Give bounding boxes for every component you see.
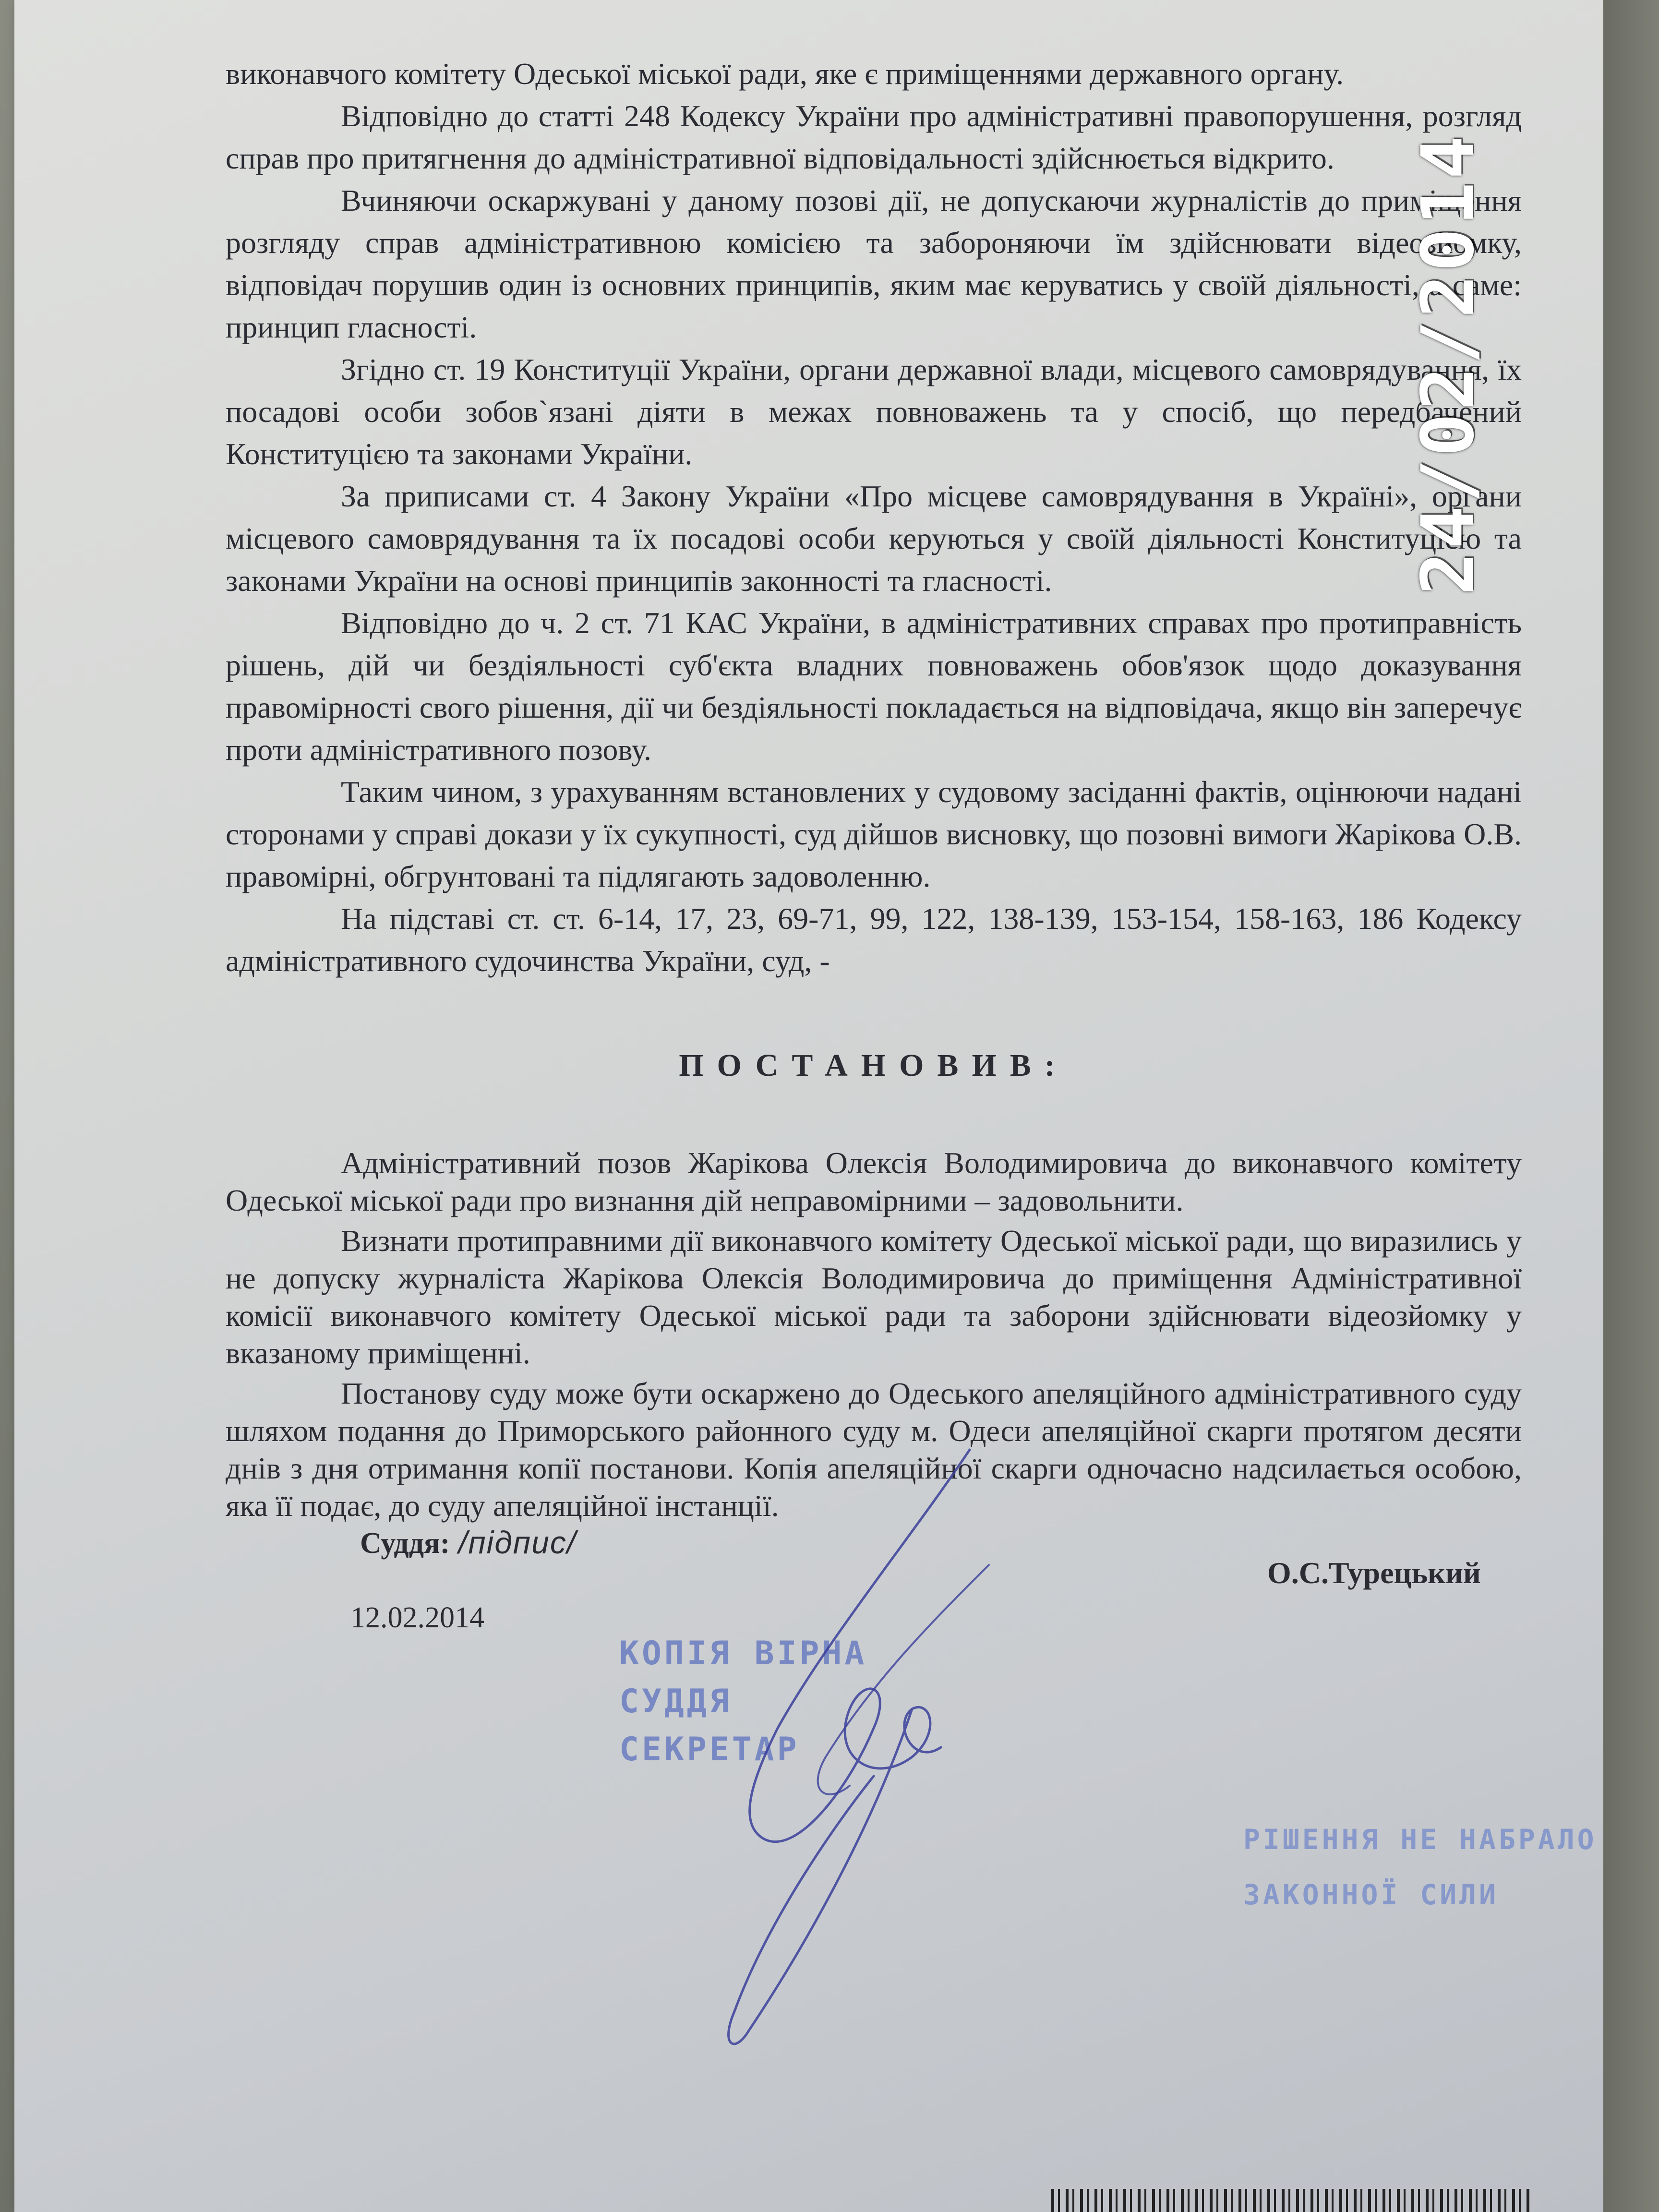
- paragraph-kas-71: Відповідно до ч. 2 ст. 71 КАС України, в адміністративних справах про протиправність рішень, дій чи бездіяльності суб'єкта владних повноважень обов'язок щодо доказування правомірності свого рішення, дії чи бездіяльності покладається на відповідача, якщо він заперечує проти адміністративного позову.: [226, 606, 1522, 767]
- handwritten-signature: [624, 1392, 1008, 2064]
- paragraph-constitution: Згідно ст. 19 Конституції України, органи державної влади, місцевого самоврядування, їх посадові особи зобов`язані діяти в межах повноважень та у спосіб, що передбачений Конституцією та законами України.: [226, 352, 1522, 471]
- stamp-line: КОПІЯ ВІРНА: [619, 1635, 867, 1672]
- stamp-line: ЗАКОННОЇ СИЛИ: [1243, 1878, 1499, 1911]
- paragraph-article-248: Відповідно до статті 248 Кодексу України про адміністративні правопорушення, розгляд справ про притягнення до адміністративної відповідальності здійснюється відкрито.: [226, 99, 1522, 175]
- ruling-satisfy: Адміністративний позов Жарікова Олексія Володимировича до виконавчого комітету Одеської міської ради про визнання дій неправомірними – задовольнити.: [226, 1146, 1522, 1217]
- stamp-line: СЕКРЕТАР: [619, 1731, 800, 1768]
- stamp-line: РІШЕННЯ НЕ НАБРАЛО: [1243, 1823, 1597, 1856]
- ruling-appeal-procedure: Постанову суду може бути оскаржено до Одеського апеляційного адміністративного суду шляхом подання до Приморського районного суду м. Одеси апеляційної скарги протягом десяти днів з дня отримання копії постанови. Копія апеляційної скарги одночасно надсилається особою, яка її подає, до суду апеляційної інстанції.: [226, 1376, 1522, 1523]
- ruling-heading: ПОСТАНОВИВ:: [679, 1048, 1069, 1083]
- paragraph-legal-basis: На підставі ст. ст. 6-14, 17, 23, 69-71, 99, 122, 138-139, 153-154, 158-163, 186 Кодексу адміністративного судочинства України, суд, -: [226, 902, 1522, 978]
- judge-name: О.С.Турецький: [1267, 1556, 1481, 1590]
- not-in-force-stamp: [1243, 1812, 1597, 1923]
- decision-date: 12.02.2014: [350, 1601, 484, 1634]
- camera-date-stamp: 24/02/2014: [1407, 132, 1490, 595]
- judge-signature-text: /підпис/: [458, 1525, 577, 1560]
- document-body: [226, 53, 1522, 1525]
- ruling-declare-unlawful: Визнати протиправними дії виконавчого комітету Одеської міської ради, що виразились у не допуску журналіста Жарікова Олексія Володимировича до приміщення Адміністративної комісії виконавчого комітету Одеської міської ради та заборони здійснювати відеозйомку у вказаному приміщенні.: [226, 1224, 1522, 1370]
- paragraph-violation: Вчиняючи оскаржувані у даному позові дії, не допускаючи журналістів до приміщення розгляду справ адміністративною комісією та забороняючи їм здійснювати відеозйомку, відповідач порушив один із основних принципів, яким має керуватись у своїй діяльності, а саме: принцип гласності.: [226, 183, 1522, 344]
- background-edge: [1603, 0, 1659, 2212]
- paragraph-self-government-law: За приписами ст. 4 Закону України «Про місцеве самоврядування в Україні», органи місцевого самоврядування та їх посадові особи керуються у своїй діяльності Конституцією та законами України на основі принципів законності та гласності.: [226, 479, 1522, 598]
- paragraph-continuation: виконавчого комітету Одеської міської ради, яке є приміщеннями державного органу.: [226, 57, 1344, 91]
- barcode: [1051, 2189, 1531, 2212]
- stamp-line: СУДДЯ: [619, 1683, 732, 1720]
- judge-label: Суддя:: [360, 1527, 450, 1560]
- paragraph-conclusion: Таким чином, з урахуванням встановлених у судовому засіданні фактів, оцінюючи надані сторонами у справі докази у їх сукупності, суд дійшов висновку, що позовні вимоги Жарікова О.В. правомірні, обгрунтовані та підлягають задоволенню.: [226, 775, 1522, 893]
